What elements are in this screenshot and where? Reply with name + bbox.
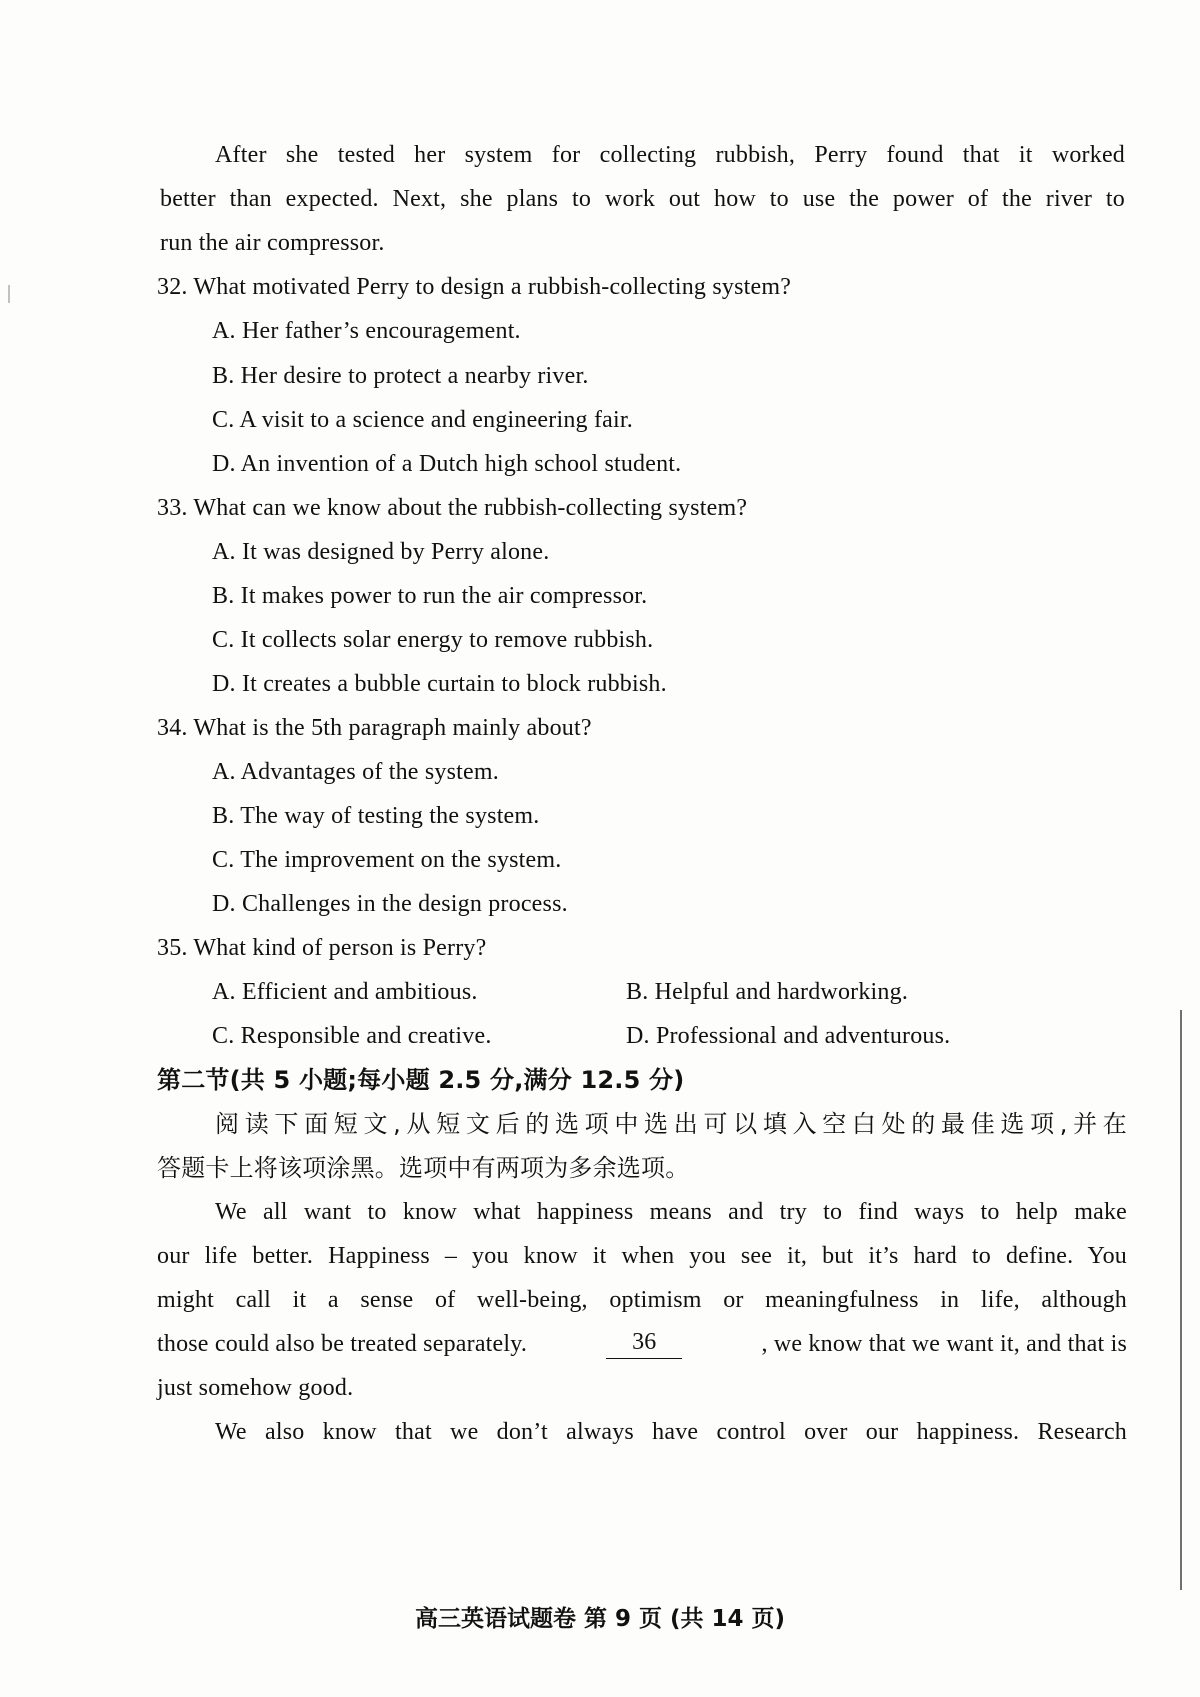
- answer-blank-36[interactable]: 36: [606, 1329, 682, 1359]
- option-text: The way of testing the system.: [240, 803, 540, 829]
- question-34: [157, 713, 592, 743]
- question-stem: What is the 5th paragraph mainly about?: [193, 715, 592, 741]
- option: [212, 845, 561, 875]
- option: [212, 977, 478, 1007]
- option-letter: B.: [626, 979, 649, 1005]
- option-text: It makes power to run the air compressor.: [240, 583, 648, 609]
- passage-text: those could also be treated separately.: [157, 1331, 528, 1357]
- question-number: 33.: [157, 495, 188, 521]
- passage-text: , we know that we want it, and that is: [761, 1331, 1127, 1357]
- passage-line: just somehow good.: [157, 1375, 354, 1401]
- passage-line: our life better. Happiness – you know it when you see it, but it’s hard to define. You: [157, 1243, 1127, 1269]
- question-stem: What motivated Perry to design a rubbish-collecting system?: [193, 274, 792, 300]
- question-33: [157, 493, 747, 523]
- section-instruction: 阅读下面短文,从短文后的选项中选出可以填入空白处的最佳选项,并在: [215, 1110, 1127, 1138]
- option-text: It creates a bubble curtain to block rubbish.: [241, 671, 667, 697]
- passage-line-with-blank: [157, 1329, 1127, 1359]
- option-text: Helpful and hardworking.: [654, 979, 909, 1005]
- option-letter: D.: [626, 1023, 650, 1049]
- option-text: Efficient and ambitious.: [241, 979, 478, 1005]
- option-letter: A.: [212, 539, 236, 565]
- option-letter: C.: [212, 847, 235, 873]
- option-text: An invention of a Dutch high school student.: [240, 451, 682, 477]
- option-letter: B.: [212, 803, 235, 829]
- page-footer: 高三英语试题卷 第 9 页 (共 14 页): [414, 1606, 786, 1632]
- passage-line: better than expected. Next, she plans to work out how to use the power of the river to: [160, 186, 1125, 212]
- option-letter: B.: [212, 363, 235, 389]
- option-letter: C.: [212, 407, 235, 433]
- question-number: 34.: [157, 715, 188, 741]
- passage-line: We all want to know what happiness means and try to find ways to help make: [215, 1199, 1127, 1225]
- option-letter: C.: [212, 627, 235, 653]
- option: [626, 1021, 950, 1051]
- section-instruction: 答题卡上将该项涂黑。选项中有两项为多余选项。: [157, 1154, 690, 1182]
- option-text: A visit to a science and engineering fair.: [239, 407, 633, 433]
- option-text: Professional and adventurous.: [655, 1023, 951, 1049]
- passage-line: After she tested her system for collecting rubbish, Perry found that it worked: [215, 142, 1125, 168]
- option: [212, 405, 633, 435]
- option-text: Her father’s encouragement.: [241, 318, 521, 344]
- option-letter: D.: [212, 451, 236, 477]
- option-text: It was designed by Perry alone.: [241, 539, 550, 565]
- option: [212, 581, 647, 611]
- passage-line: We also know that we don’t always have control over our happiness. Research: [215, 1419, 1127, 1445]
- question-stem: What kind of person is Perry?: [193, 935, 487, 961]
- option-letter: D.: [212, 671, 236, 697]
- option: [212, 361, 589, 391]
- option-text: The improvement on the system.: [240, 847, 562, 873]
- option-text: Challenges in the design process.: [241, 891, 568, 917]
- option-letter: A.: [212, 759, 236, 785]
- option: [212, 669, 667, 699]
- option-letter: A.: [212, 318, 236, 344]
- question-32: [157, 272, 791, 302]
- option-letter: D.: [212, 891, 236, 917]
- option: [212, 449, 681, 479]
- option-letter: C.: [212, 1023, 235, 1049]
- question-number: 35.: [157, 935, 188, 961]
- scan-edge-mark: [8, 285, 10, 303]
- option: [212, 537, 549, 567]
- question-stem: What can we know about the rubbish-collecting system?: [193, 495, 748, 521]
- option-text: Responsible and creative.: [240, 1023, 492, 1049]
- option-text: Advantages of the system.: [240, 759, 499, 785]
- scan-edge-line: [1180, 1010, 1182, 1590]
- option-letter: B.: [212, 583, 235, 609]
- option-letter: A.: [212, 979, 236, 1005]
- passage-line: might call it a sense of well-being, optimism or meaningfulness in life, although: [157, 1287, 1127, 1313]
- option: [212, 625, 653, 655]
- passage-line: run the air compressor.: [160, 230, 385, 256]
- option-text: It collects solar energy to remove rubbish.: [240, 627, 654, 653]
- option: [212, 801, 539, 831]
- option: [212, 316, 521, 346]
- option: [212, 757, 499, 787]
- question-number: 32.: [157, 274, 188, 300]
- option: [212, 1021, 492, 1051]
- section-heading: 第二节(共 5 小题;每小题 2.5 分,满分 12.5 分): [157, 1066, 685, 1094]
- option-text: Her desire to protect a nearby river.: [240, 363, 589, 389]
- question-35: [157, 933, 486, 963]
- option: [626, 977, 908, 1007]
- option: [212, 889, 568, 919]
